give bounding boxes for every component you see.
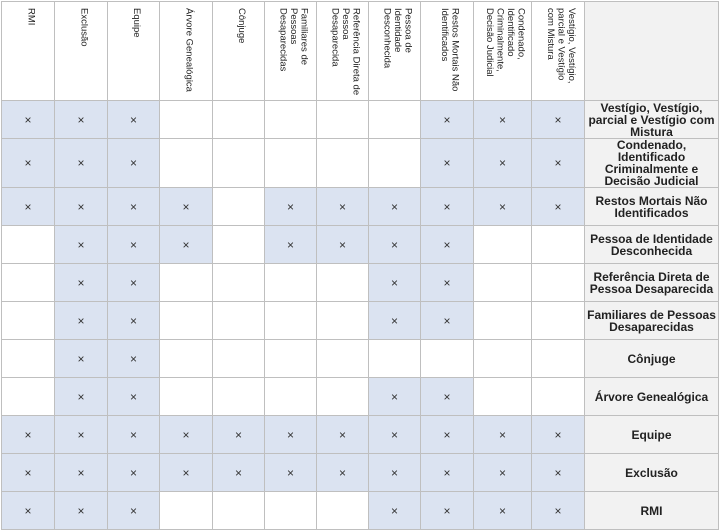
marked-cell xyxy=(55,454,108,492)
marked-cell xyxy=(369,492,421,530)
x-mark-icon: × xyxy=(24,156,32,170)
marked-cell xyxy=(532,454,585,492)
marked-cell xyxy=(532,139,585,188)
row-label: Familiares de Pessoas Desaparecidas xyxy=(585,302,719,340)
marked-cell xyxy=(108,226,160,264)
x-mark-icon: × xyxy=(129,503,137,518)
x-mark-icon: × xyxy=(443,389,451,404)
empty-cell xyxy=(317,101,369,139)
marked-cell xyxy=(2,139,55,188)
x-mark-icon: × xyxy=(338,237,346,252)
empty-cell xyxy=(532,340,585,378)
marked-cell xyxy=(532,492,585,530)
table-row xyxy=(2,454,719,492)
column-header-label: RMI xyxy=(25,8,37,26)
x-mark-icon: × xyxy=(129,389,137,404)
matrix-body xyxy=(2,2,719,530)
marked-cell xyxy=(474,101,532,139)
column-header-label: Familiares de Pessoas Desaparecidas xyxy=(277,8,310,72)
marked-cell xyxy=(532,416,585,454)
x-mark-icon: × xyxy=(390,503,398,518)
empty-cell xyxy=(532,378,585,416)
column-header xyxy=(55,2,108,101)
marked-cell xyxy=(421,226,474,264)
x-mark-icon: × xyxy=(498,427,506,442)
marked-cell xyxy=(474,416,532,454)
empty-cell xyxy=(369,340,421,378)
empty-cell xyxy=(369,101,421,139)
x-mark-icon: × xyxy=(390,275,398,290)
marked-cell xyxy=(369,226,421,264)
x-mark-icon: × xyxy=(77,427,85,442)
marked-cell xyxy=(265,226,317,264)
marked-cell xyxy=(55,101,108,139)
x-mark-icon: × xyxy=(129,156,137,170)
x-mark-icon: × xyxy=(554,156,562,170)
empty-cell xyxy=(213,264,265,302)
marked-cell xyxy=(108,454,160,492)
marked-cell xyxy=(2,188,55,226)
row-label: Cônjuge xyxy=(585,340,719,378)
empty-cell xyxy=(160,139,213,188)
x-mark-icon: × xyxy=(77,351,85,366)
x-mark-icon: × xyxy=(554,112,562,127)
x-mark-icon: × xyxy=(286,427,294,442)
column-header xyxy=(474,2,532,101)
x-mark-icon: × xyxy=(498,503,506,518)
marked-cell xyxy=(474,188,532,226)
column-header xyxy=(2,2,55,101)
x-mark-icon: × xyxy=(77,112,85,127)
x-mark-icon: × xyxy=(390,199,398,214)
empty-cell xyxy=(265,378,317,416)
empty-cell xyxy=(2,302,55,340)
marked-cell xyxy=(55,492,108,530)
empty-cell xyxy=(369,139,421,188)
x-mark-icon: × xyxy=(443,199,451,214)
x-mark-icon: × xyxy=(77,275,85,290)
x-mark-icon: × xyxy=(498,156,506,170)
empty-cell xyxy=(160,492,213,530)
column-header xyxy=(369,2,421,101)
empty-cell xyxy=(317,378,369,416)
table-row xyxy=(2,416,719,454)
x-mark-icon: × xyxy=(443,156,451,170)
empty-cell xyxy=(213,226,265,264)
empty-cell xyxy=(317,492,369,530)
x-mark-icon: × xyxy=(498,465,506,480)
row-label: Condenado, Identificado Criminalmente e Decisão Judicial xyxy=(585,139,719,188)
x-mark-icon: × xyxy=(182,199,190,214)
x-mark-icon: × xyxy=(390,237,398,252)
empty-cell xyxy=(160,378,213,416)
marked-cell xyxy=(108,378,160,416)
x-mark-icon: × xyxy=(286,465,294,480)
empty-cell xyxy=(2,264,55,302)
table-row xyxy=(2,188,719,226)
empty-cell xyxy=(265,302,317,340)
x-mark-icon: × xyxy=(129,112,137,127)
x-mark-icon: × xyxy=(443,465,451,480)
marked-cell xyxy=(369,188,421,226)
column-header xyxy=(421,2,474,101)
x-mark-icon: × xyxy=(390,313,398,328)
marked-cell xyxy=(108,416,160,454)
marked-cell xyxy=(108,492,160,530)
column-header-label: Condenado, Identificado Criminalmente, Decisão Judicial xyxy=(484,8,527,77)
x-mark-icon: × xyxy=(129,465,137,480)
empty-cell xyxy=(265,101,317,139)
marked-cell xyxy=(369,378,421,416)
x-mark-icon: × xyxy=(498,112,506,127)
marked-cell xyxy=(474,492,532,530)
x-mark-icon: × xyxy=(77,156,85,170)
empty-cell xyxy=(265,264,317,302)
marked-cell xyxy=(160,188,213,226)
empty-cell xyxy=(160,264,213,302)
empty-cell xyxy=(317,302,369,340)
empty-cell xyxy=(474,340,532,378)
x-mark-icon: × xyxy=(554,503,562,518)
marked-cell xyxy=(55,302,108,340)
marked-cell xyxy=(474,454,532,492)
x-mark-icon: × xyxy=(443,237,451,252)
marked-cell xyxy=(421,302,474,340)
marked-cell xyxy=(421,101,474,139)
x-mark-icon: × xyxy=(24,503,32,518)
column-header xyxy=(265,2,317,101)
marked-cell xyxy=(108,101,160,139)
column-header xyxy=(108,2,160,101)
marked-cell xyxy=(369,416,421,454)
marked-cell xyxy=(108,264,160,302)
row-label: Exclusão xyxy=(585,454,719,492)
x-mark-icon: × xyxy=(554,465,562,480)
marked-cell xyxy=(421,416,474,454)
empty-cell xyxy=(474,226,532,264)
x-mark-icon: × xyxy=(24,465,32,480)
marked-cell xyxy=(317,416,369,454)
x-mark-icon: × xyxy=(77,503,85,518)
x-mark-icon: × xyxy=(129,275,137,290)
empty-cell xyxy=(213,139,265,188)
marked-cell xyxy=(265,188,317,226)
marked-cell xyxy=(55,416,108,454)
table-row xyxy=(2,302,719,340)
marked-cell xyxy=(421,139,474,188)
x-mark-icon: × xyxy=(129,237,137,252)
marked-cell xyxy=(317,226,369,264)
x-mark-icon: × xyxy=(338,199,346,214)
x-mark-icon: × xyxy=(77,465,85,480)
table-row xyxy=(2,492,719,530)
table-row xyxy=(2,139,719,188)
empty-cell xyxy=(532,264,585,302)
header-row xyxy=(2,2,719,101)
x-mark-icon: × xyxy=(182,427,190,442)
x-mark-icon: × xyxy=(77,313,85,328)
empty-cell xyxy=(265,492,317,530)
x-mark-icon: × xyxy=(77,199,85,214)
marked-cell xyxy=(421,454,474,492)
marked-cell xyxy=(213,416,265,454)
marked-cell xyxy=(421,378,474,416)
x-mark-icon: × xyxy=(129,351,137,366)
row-label: Pessoa de Identidade Desconhecida xyxy=(585,226,719,264)
marked-cell xyxy=(108,340,160,378)
empty-cell xyxy=(213,188,265,226)
marked-cell xyxy=(2,416,55,454)
table-row xyxy=(2,264,719,302)
x-mark-icon: × xyxy=(24,112,32,127)
empty-cell xyxy=(265,340,317,378)
row-label: Referência Direta de Pessoa Desaparecida xyxy=(585,264,719,302)
row-label: Árvore Genealógica xyxy=(585,378,719,416)
column-header-label: Equipe xyxy=(130,8,142,38)
marked-cell xyxy=(213,454,265,492)
x-mark-icon: × xyxy=(129,313,137,328)
marked-cell xyxy=(108,302,160,340)
empty-cell xyxy=(474,302,532,340)
x-mark-icon: × xyxy=(77,237,85,252)
column-header xyxy=(213,2,265,101)
marked-cell xyxy=(160,226,213,264)
empty-cell xyxy=(317,139,369,188)
marked-cell xyxy=(55,340,108,378)
empty-cell xyxy=(160,340,213,378)
x-mark-icon: × xyxy=(77,389,85,404)
marked-cell xyxy=(55,139,108,188)
marked-cell xyxy=(265,454,317,492)
empty-cell xyxy=(160,302,213,340)
marked-cell xyxy=(160,454,213,492)
marked-cell xyxy=(2,101,55,139)
x-mark-icon: × xyxy=(129,199,137,214)
x-mark-icon: × xyxy=(443,112,451,127)
compatibility-matrix xyxy=(1,1,719,530)
x-mark-icon: × xyxy=(554,427,562,442)
marked-cell xyxy=(421,188,474,226)
empty-cell xyxy=(160,101,213,139)
x-mark-icon: × xyxy=(286,199,294,214)
x-mark-icon: × xyxy=(443,313,451,328)
x-mark-icon: × xyxy=(390,465,398,480)
column-header-label: Vestígio, Vestígio, parcial e Vestígio com Mistura xyxy=(544,8,577,84)
column-header xyxy=(317,2,369,101)
row-label: Equipe xyxy=(585,416,719,454)
row-label: Restos Mortais Não Identificados xyxy=(585,188,719,226)
marked-cell xyxy=(317,454,369,492)
empty-cell xyxy=(213,492,265,530)
empty-cell xyxy=(213,302,265,340)
empty-cell xyxy=(317,264,369,302)
column-header-label: Cônjuge xyxy=(235,8,247,44)
empty-cell xyxy=(532,302,585,340)
marked-cell xyxy=(160,416,213,454)
empty-cell xyxy=(213,101,265,139)
marked-cell xyxy=(421,492,474,530)
marked-cell xyxy=(108,139,160,188)
marked-cell xyxy=(55,226,108,264)
x-mark-icon: × xyxy=(390,427,398,442)
column-header-label: Árvore Genealógica xyxy=(183,8,195,92)
column-header-label: Exclusão xyxy=(78,8,90,47)
column-header-label: Restos Mortais Não Identificados xyxy=(439,8,461,92)
marked-cell xyxy=(2,492,55,530)
marked-cell xyxy=(532,188,585,226)
x-mark-icon: × xyxy=(390,389,398,404)
x-mark-icon: × xyxy=(443,427,451,442)
marked-cell xyxy=(369,302,421,340)
x-mark-icon: × xyxy=(24,199,32,214)
x-mark-icon: × xyxy=(338,427,346,442)
table-row xyxy=(2,340,719,378)
x-mark-icon: × xyxy=(554,199,562,214)
marked-cell xyxy=(2,454,55,492)
marked-cell xyxy=(369,264,421,302)
marked-cell xyxy=(369,454,421,492)
empty-cell xyxy=(2,226,55,264)
column-header xyxy=(532,2,585,101)
x-mark-icon: × xyxy=(443,503,451,518)
marked-cell xyxy=(55,378,108,416)
x-mark-icon: × xyxy=(24,427,32,442)
marked-cell xyxy=(55,264,108,302)
table-row xyxy=(2,378,719,416)
marked-cell xyxy=(474,139,532,188)
x-mark-icon: × xyxy=(129,427,137,442)
empty-cell xyxy=(474,264,532,302)
x-mark-icon: × xyxy=(286,237,294,252)
table-row xyxy=(2,101,719,139)
empty-cell xyxy=(265,139,317,188)
corner-cell xyxy=(585,2,719,101)
empty-cell xyxy=(317,340,369,378)
x-mark-icon: × xyxy=(498,199,506,214)
column-header xyxy=(160,2,213,101)
empty-cell xyxy=(2,378,55,416)
marked-cell xyxy=(265,416,317,454)
x-mark-icon: × xyxy=(182,465,190,480)
x-mark-icon: × xyxy=(234,427,242,442)
empty-cell xyxy=(474,378,532,416)
marked-cell xyxy=(317,188,369,226)
row-label: RMI xyxy=(585,492,719,530)
column-header-label: Pessoa de Identidade Desconhecida xyxy=(381,8,414,69)
x-mark-icon: × xyxy=(182,237,190,252)
marked-cell xyxy=(532,101,585,139)
column-header-label: Referência Direta de Pessoa Desaparecida xyxy=(329,8,362,96)
table-row xyxy=(2,226,719,264)
marked-cell xyxy=(108,188,160,226)
empty-cell xyxy=(213,378,265,416)
empty-cell xyxy=(532,226,585,264)
marked-cell xyxy=(55,188,108,226)
x-mark-icon: × xyxy=(234,465,242,480)
marked-cell xyxy=(421,264,474,302)
empty-cell xyxy=(421,340,474,378)
x-mark-icon: × xyxy=(338,465,346,480)
empty-cell xyxy=(2,340,55,378)
x-mark-icon: × xyxy=(443,275,451,290)
empty-cell xyxy=(213,340,265,378)
row-label: Vestígio, Vestígio, parcial e Vestígio com Mistura xyxy=(585,101,719,139)
